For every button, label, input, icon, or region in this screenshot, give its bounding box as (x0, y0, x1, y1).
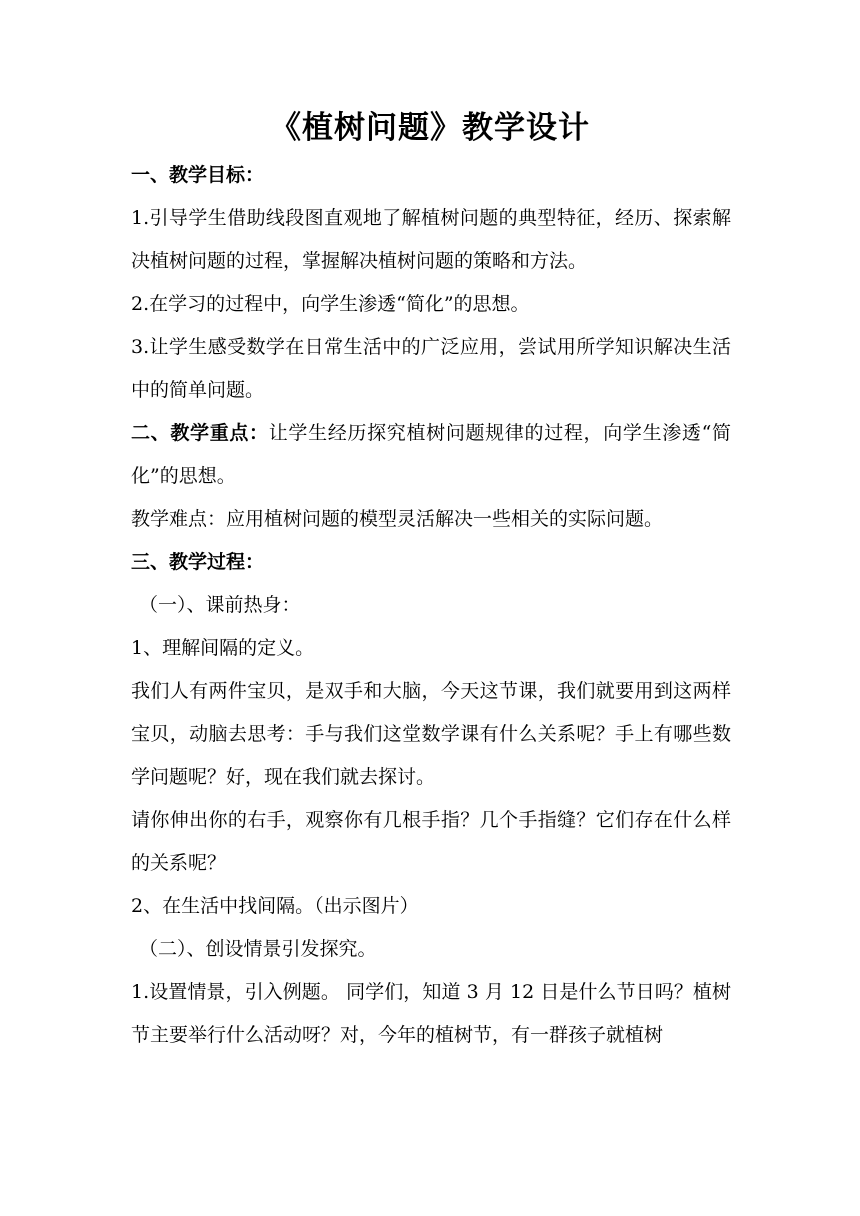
scene-heading: （二）、创设情景引发探究。 (139, 938, 377, 960)
key-points-heading: 二、教学重点： (131, 422, 269, 444)
warmup-paragraph-2: 请你伸出你的右手，观察你有几根手指？几个手指缝？它们存在什么样的关系呢？ (131, 809, 731, 874)
difficulty-paragraph: 教学难点：应用植树问题的模型灵活解决一些相关的实际问题。 (131, 508, 664, 530)
key-points-paragraph (131, 412, 731, 498)
goal-2-paragraph: 2.在学习的过程中，向学生渗透“简化”的思想。 (131, 293, 530, 315)
warmup-heading: （一）、课前热身： (139, 594, 301, 616)
scene-paragraph-1: 1.设置情景，引入例题。 同学们，知道 3 月 12 日是什么节日吗？植树节主要举行什么活动呀？对，今年的植树节，有一群孩子就植树 (131, 981, 731, 1046)
warmup-paragraph-1: 我们人有两件宝贝，是双手和大脑，今天这节课，我们就要用到这两样宝贝，动脑去思考：手与我们这堂数学课有什么关系呢？手上有哪些数学问题呢？好，现在我们就去探讨。 (131, 680, 731, 788)
goal-3-paragraph: 3.让学生感受数学在日常生活中的广泛应用，尝试用所学知识解决生活中的简单问题。 (131, 336, 731, 401)
goal-1-paragraph: 1.引导学生借助线段图直观地了解植树问题的典型特征，经历、探索解决植树问题的过程，掌握解决植树问题的策略和方法。 (131, 207, 731, 272)
key-points-text: 让学生经历探究植树问题规律的过程，向学生渗透“简化”的思想。 (131, 422, 731, 487)
process-heading: 三、教学过程： (131, 551, 265, 573)
warmup-item-1: 1、理解间隔的定义。 (131, 637, 315, 659)
document-title: 《植树问题》教学设计 (270, 110, 590, 146)
warmup-item-2: 2、在生活中找间隔。（出示图片） (131, 895, 419, 917)
goals-heading: 一、教学目标： (131, 164, 265, 186)
document-body (131, 154, 731, 1057)
